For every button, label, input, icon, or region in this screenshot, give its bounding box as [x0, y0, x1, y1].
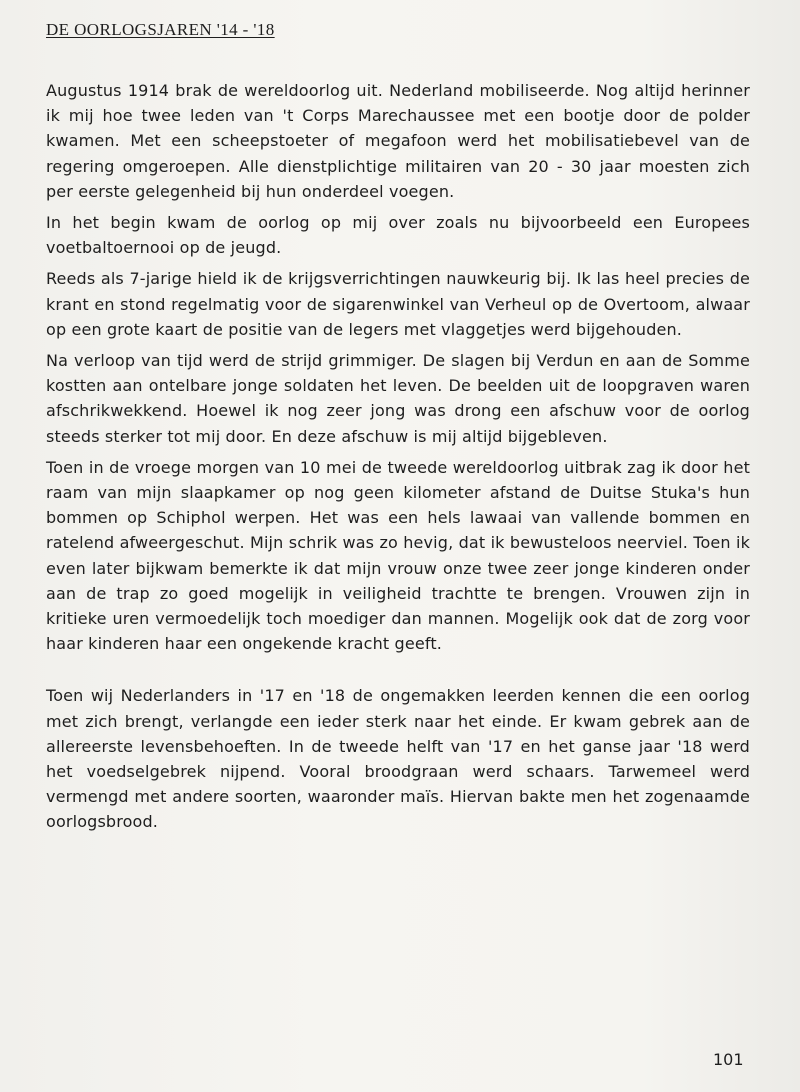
page-number: 101 — [713, 1050, 744, 1069]
page-title: DE OORLOGSJAREN '14 - '18 — [46, 20, 275, 39]
paragraph-krijgsverrichtingen: Reeds als 7-jarige hield ik de krijgsverrichtingen nauwkeurig bij. Ik las heel precies de krant en stond regelmatig voor de sigarenwinkel van Verheul op de Overtoom, alwaar op een grote kaart de positie van de legers met vlaggetjes werd bijgehouden. — [46, 269, 750, 339]
paragraph-voedselgebrek: Toen wij Nederlanders in '17 en '18 de ongemakken leerden kennen die een oorlog met zich brengt, verlangde een ieder sterk naar het einde. Er kwam gebrek aan de allereerste levensbehoeften. In de tweede helft van '17 en het ganse jaar '18 werd het voedselgebrek nijpend. Vooral broodgraan werd schaars. Tarwemeel werd vermengd met andere soorten, waaronder maïs. Hiervan bakte men het zogenaamde oorlogsbrood. — [46, 686, 750, 832]
paragraph-begin-oorlog: In het begin kwam de oorlog op mij over zoals nu bijvoorbeeld een Europees voetbaltoernooi op de jeugd. — [46, 213, 750, 258]
document-body — [46, 78, 750, 841]
paragraph-verdun-somme: Na verloop van tijd werd de strijd grimmiger. De slagen bij Verdun en aan de Somme kostten aan ontelbare jonge soldaten het leven. De beelden uit de loopgraven waren afschrikwekkend. Hoewel ik nog zeer jong was drong een afschuw voor de oorlog steeds sterker tot mij door. En deze afschuw is mij altijd bijgebleven. — [46, 351, 750, 446]
paragraph-mobilisation: Augustus 1914 brak de wereldoorlog uit. Nederland mobiliseerde. Nog altijd herinner ik mij hoe twee leden van 't Corps Marechaussee met een bootje door de polder kwamen. Met een scheepstoeter of megafoon werd het mobilisatiebevel van de regering omgeroepen. Alle dienstplichtige militairen van 20 - 30 jaar moesten zich per eerste gelegenheid bij hun onderdeel voegen. — [46, 81, 750, 201]
paragraph-tweede-wereldoorlog: Toen in de vroege morgen van 10 mei de tweede wereldoorlog uitbrak zag ik door het raam van mijn slaapkamer op nog geen kilometer afstand de Duitse Stuka's hun bommen op Schiphol werpen. Het was een hels lawaai van vallende bommen en ratelend afweergeschut. Mijn schrik was zo hevig, dat ik bewusteloos neerviel. Toen ik even later bijkwam bemerkte ik dat mijn vrouw onze twee zeer jonge kinderen onder aan de trap zo goed mogelijk in veiligheid trachtte te brengen. Vrouwen zijn in kritieke uren vermoedelijk toch moediger dan mannen. Mogelijk ook dat de zorg voor haar kinderen haar een ongekende kracht geeft. — [46, 457, 750, 654]
